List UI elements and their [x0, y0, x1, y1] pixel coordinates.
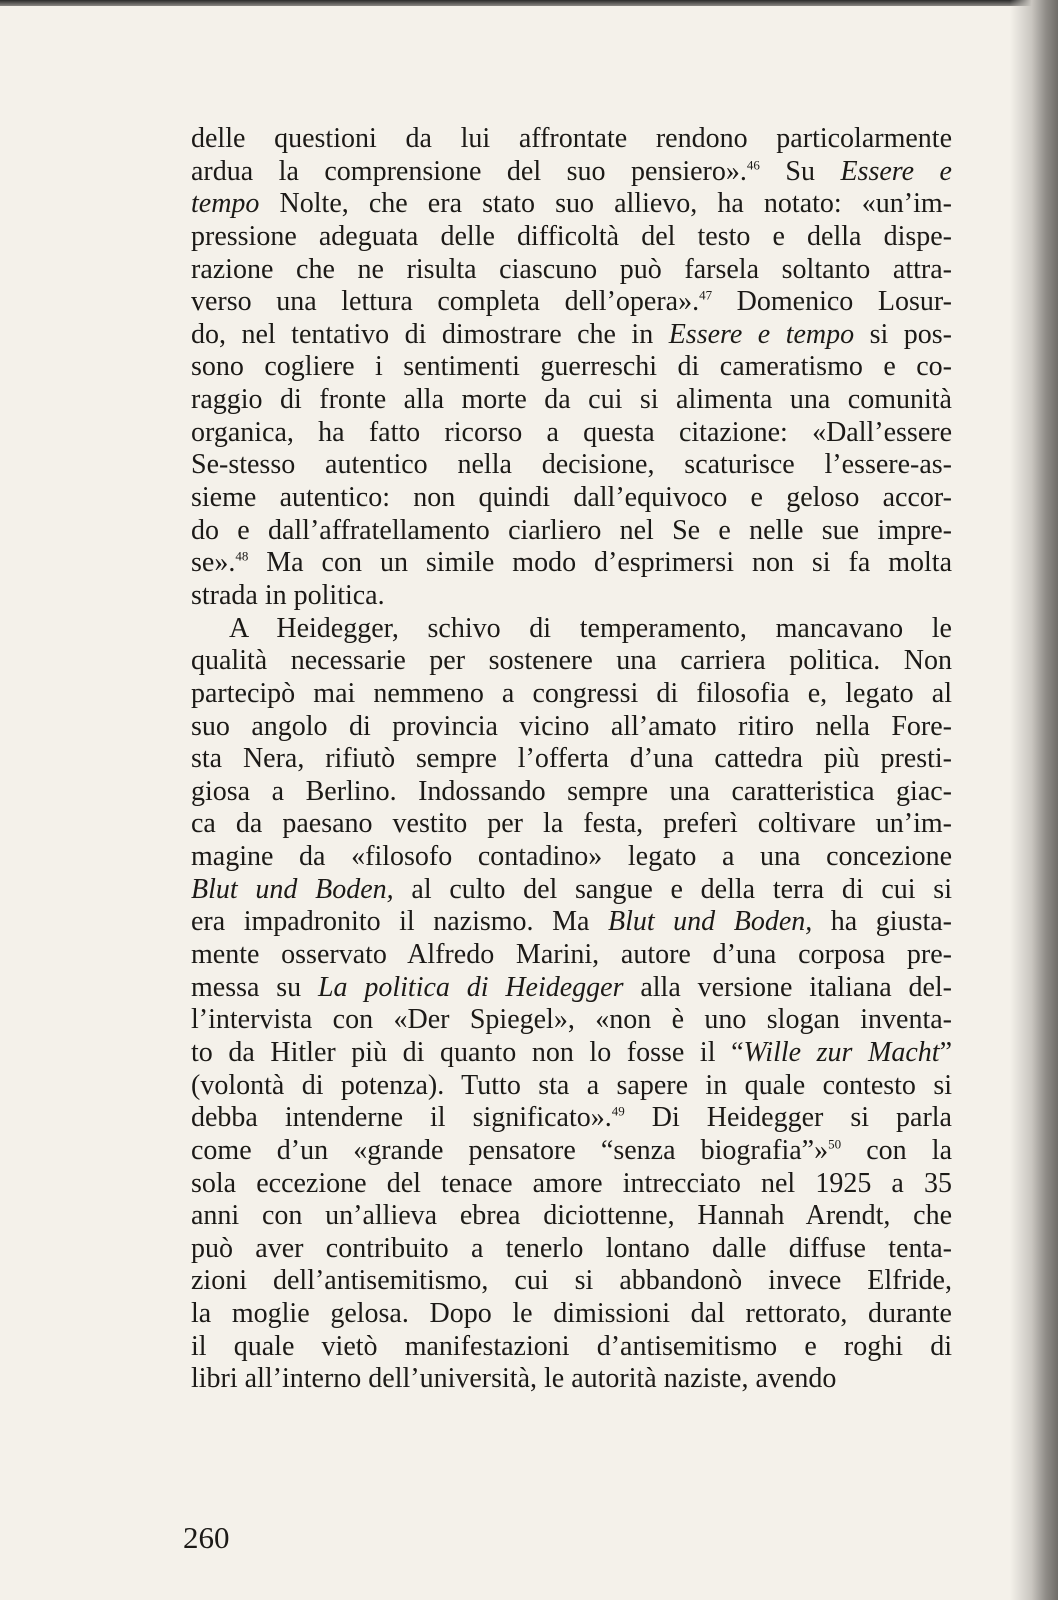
italic-text: Blut und Boden,: [191, 873, 394, 905]
text-run: debba intenderne il significato».: [191, 1102, 612, 1134]
text-line: [191, 972, 952, 1005]
text-run: Nolte, che era stato suo allievo, ha notato: «un’im-: [259, 188, 952, 220]
italic-text: Blut und Boden,: [607, 906, 813, 938]
text-line: [191, 1265, 952, 1298]
text-run: (volontà di potenza). Tutto sta a sapere in quale contesto si: [191, 1069, 952, 1101]
footnote-ref: 48: [235, 549, 249, 564]
text-run: delle questioni da lui affrontate rendono particolarmente: [191, 123, 952, 154]
text-run: Su: [759, 155, 841, 187]
text-run: Di Heidegger si parla: [624, 1102, 952, 1134]
text-run: sola eccezione del tenace amore intrecciato nel 1925 a 35: [191, 1167, 952, 1199]
text-line: [191, 1363, 952, 1396]
text-line: [191, 1070, 952, 1103]
text-run: pressione adeguata delle difficoltà del testo e della dispe-: [191, 220, 952, 252]
footnote-ref: 47: [699, 287, 713, 303]
text-line: [191, 776, 952, 809]
text-line: [191, 351, 952, 384]
text-run: ”: [939, 1036, 953, 1068]
text-run: qualità necessarie per sostenere una carriera politica. Non: [191, 645, 952, 677]
text-line: [191, 384, 952, 417]
text-run: al culto del sangue e della terra di cui si: [393, 873, 952, 905]
text-line: [191, 613, 952, 646]
text-line: [191, 906, 952, 939]
text-run: libri all’interno dell’università, le autorità naziste, avendo: [191, 1363, 837, 1395]
footnote-ref: 46: [746, 157, 760, 173]
text-line: [191, 254, 952, 287]
text-line: [191, 482, 952, 515]
text-line: [191, 1233, 952, 1266]
text-line: [191, 515, 952, 548]
text-run: A Heidegger, schivo di temperamento, mancavano le: [229, 612, 952, 644]
text-line: [191, 1102, 952, 1135]
text-line: [191, 286, 952, 319]
text-line: [191, 1331, 952, 1364]
text-run: giosa a Berlino. Indossando sempre una caratteristica giac-: [191, 775, 952, 807]
text-run: zioni dell’antisemitismo, cui si abbandonò invece Elfride,: [191, 1265, 952, 1297]
text-line: [191, 188, 952, 221]
text-run: era impadronito il nazismo. Ma: [191, 906, 608, 938]
text-run: sono cogliere i sentimenti guerreschi di cameratismo e co-: [191, 351, 952, 383]
text-run: anni con un’allieva ebrea diciottenne, Hannah Arendt, che: [191, 1200, 952, 1232]
footnote-ref: 49: [611, 1103, 625, 1119]
text-line: [191, 449, 952, 482]
body-text: [191, 123, 952, 1396]
text-line: [191, 123, 952, 156]
text-line: [191, 319, 952, 352]
text-line: [191, 580, 952, 613]
text-line: [191, 547, 952, 580]
text-run: magine da «filosofo contadino» legato a una concezione: [191, 841, 952, 873]
text-run: do e dall’affratellamento ciarliero nel Se e nelle sue impre-: [191, 514, 952, 546]
text-line: [191, 808, 952, 841]
italic-text: tempo: [191, 188, 260, 220]
italic-text: La politica di Heidegger: [317, 971, 624, 1003]
italic-text: Wille zur Macht: [743, 1036, 940, 1068]
text-run: raggio di fronte alla morte da cui si alimenta una comunità: [191, 384, 952, 416]
text-run: suo angolo di provincia vicino all’amato ritiro nella Fore-: [191, 710, 952, 742]
text-line: [191, 1298, 952, 1331]
text-run: alla versione italiana del-: [623, 971, 953, 1003]
text-line: [191, 841, 952, 874]
text-run: do, nel tentativo di dimostrare che in: [191, 318, 669, 350]
text-run: si pos-: [854, 318, 952, 350]
text-run: partecipò mai nemmeno a congressi di filosofia e, legato al: [191, 677, 952, 709]
text-run: la moglie gelosa. Dopo le dimissioni dal rettorato, durante: [191, 1298, 952, 1330]
text-run: organica, ha fatto ricorso a questa citazione: «Dall’essere: [191, 416, 952, 448]
text-line: [191, 678, 952, 711]
text-run: Ma con un simile modo d’esprimersi non si fa molta: [248, 547, 952, 579]
text-run: verso una lettura completa dell’opera».: [191, 286, 700, 318]
text-run: sieme autentico: non quindi dall’equivoco e geloso accor-: [191, 482, 952, 514]
text-line: [191, 1200, 952, 1233]
text-line: [191, 156, 952, 189]
text-line: [191, 645, 952, 678]
text-line: [191, 221, 952, 254]
text-run: l’intervista con «Der Spiegel», «non è uno slogan inventa-: [191, 1004, 952, 1036]
page-gutter-shadow: [1010, 0, 1058, 1600]
text-run: mente osservato Alfredo Marini, autore d’una corposa pre-: [191, 939, 952, 971]
italic-text: Essere e tempo: [668, 318, 855, 350]
text-line: [191, 743, 952, 776]
text-run: può aver contribuito a tenerlo lontano dalle diffuse tenta-: [191, 1232, 952, 1264]
text-run: strada in politica.: [191, 579, 385, 611]
text-run: ca da paesano vestito per la festa, preferì coltivare un’im-: [191, 808, 952, 840]
italic-text: Essere e: [840, 155, 952, 187]
text-run: messa su: [191, 971, 318, 1003]
text-line: [191, 711, 952, 744]
text-run: to da Hitler più di quanto non lo fosse il “: [191, 1036, 744, 1068]
text-line: [191, 417, 952, 450]
text-run: ha giusta-: [812, 906, 952, 938]
page-top-edge: [0, 0, 1058, 6]
text-run: con la: [841, 1134, 952, 1166]
text-run: sta Nera, rifiutò sempre l’offerta d’una cattedra più presti-: [191, 743, 952, 775]
text-line: [191, 1135, 952, 1168]
text-line: [191, 1168, 952, 1201]
text-run: se».: [191, 547, 236, 579]
text-run: Domenico Losur-: [712, 286, 952, 318]
text-line: [191, 1037, 952, 1070]
text-line: [191, 1004, 952, 1037]
text-run: il quale vietò manifestazioni d’antisemitismo e roghi di: [191, 1330, 952, 1362]
text-run: come d’un «grande pensatore “senza biografia”»: [191, 1134, 829, 1166]
text-run: ardua la comprensione del suo pensiero».: [191, 155, 747, 187]
text-line: [191, 939, 952, 972]
page-number: 260: [183, 1520, 230, 1555]
text-run: razione che ne risulta ciascuno può farsela soltanto attra-: [191, 253, 952, 285]
text-run: Se-stesso autentico nella decisione, scaturisce l’essere-as-: [191, 449, 952, 481]
footnote-ref: 50: [828, 1136, 842, 1152]
text-line: [191, 874, 952, 907]
